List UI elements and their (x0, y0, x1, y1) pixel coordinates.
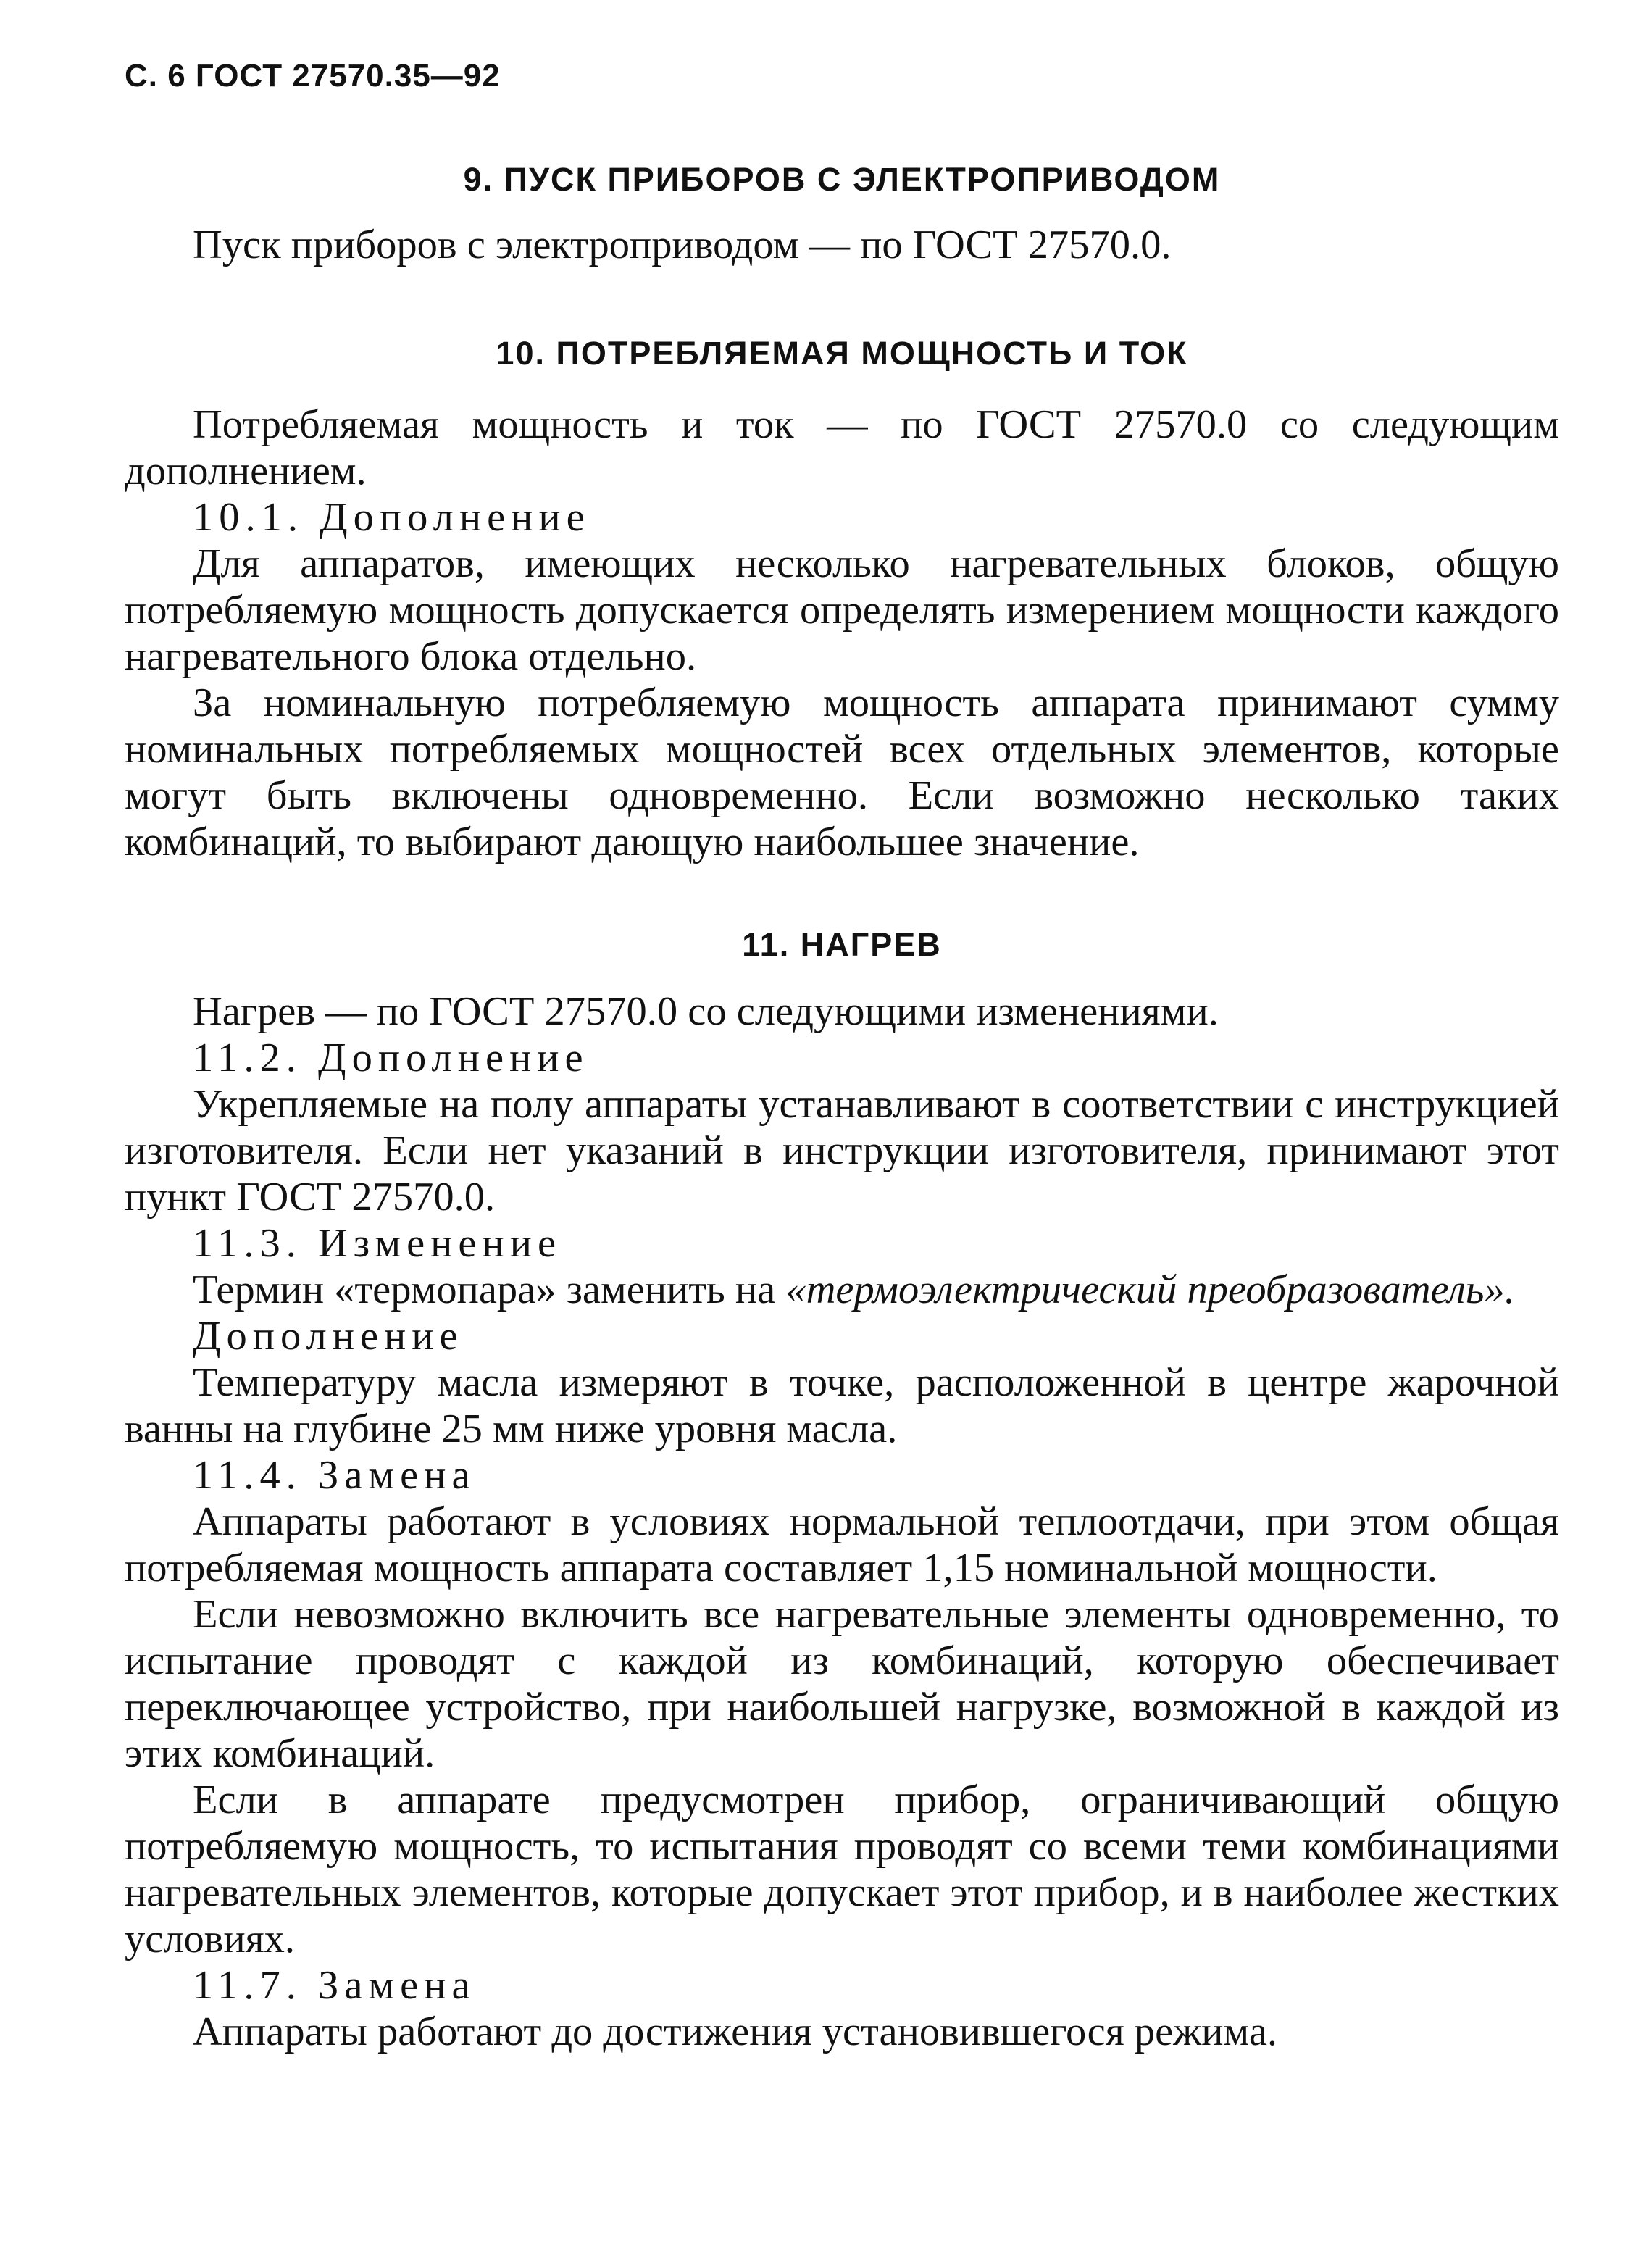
section-11-paragraph-3 (125, 1267, 1559, 1313)
addition-label: Дополнение (193, 1314, 464, 1359)
document-page (125, 58, 1559, 2055)
section-11-paragraph-8: Аппараты работают до достижения установившегося режима. (193, 2009, 1278, 2054)
section-11-paragraph-5: Аппараты работают в условиях нормальной теплоотдачи, при этом общая потребляемая мощность аппарата составляет 1,15 номинальной мощности. (125, 1499, 1559, 1590)
term-replacement-italic: «термоэлектрический преобразователь». (785, 1267, 1515, 1312)
section-11-paragraph-7: Если в аппарате предусмотрен прибор, ограничивающий общую потребляемую мощность, то испытания проводят со всеми теми комбинациями нагревательных элементов, которые допускает этот прибор, и в наиболее жестких условиях. (125, 1777, 1559, 1961)
running-head: С. 6 ГОСТ 27570.35—92 (125, 58, 501, 93)
section-11-paragraph-4: Температуру масла измеряют в точке, расположенной в центре жарочной ванны на глубине 25 мм ниже уровня масла. (125, 1360, 1559, 1451)
section-11-paragraph-1: Нагрев — по ГОСТ 27570.0 со следующими изменениями. (193, 989, 1219, 1034)
section-10-heading: 10. ПОТРЕБЛЯЕМАЯ МОЩНОСТЬ И ТОК (496, 335, 1188, 372)
section-9-paragraph: Пуск приборов с электроприводом — по ГОСТ 27570.0. (193, 222, 1172, 267)
clause-10-1-label: 10.1. Дополнение (193, 495, 590, 540)
clause-11-7-label: 11.7. Замена (193, 1963, 476, 2008)
section-11-paragraph-6: Если невозможно включить все нагревательные элементы одновременно, то испытание проводят с каждой из комбинаций, которую обеспечивает переключающее устройство, при наибольшей нагрузке, возможной в каждой из этих комбинаций. (125, 1592, 1559, 1776)
section-11-heading: 11. НАГРЕВ (742, 926, 942, 963)
section-11-paragraph-2: Укрепляемые на полу аппараты устанавливают в соответствии с инструкцией изготовителя. Если нет указаний в инструкции изготовителя, принимают этот пункт ГОСТ 27570.0. (125, 1082, 1559, 1220)
clause-11-3-label: 11.3. Изменение (193, 1221, 562, 1266)
section-9-heading: 9. ПУСК ПРИБОРОВ С ЭЛЕКТРОПРИВОДОМ (463, 161, 1221, 198)
term-replacement-text: Термин «термопара» заменить на (193, 1267, 786, 1312)
section-10-paragraph-3: За номинальную потребляемую мощность аппарата принимают сумму номинальных потребляемых мощностей всех отдельных элементов, которые могут быть включены одновременно. Если возможно несколько таких комбинаций, то выбирают дающую наибольшее значение. (125, 680, 1559, 864)
clause-11-4-label: 11.4. Замена (193, 1453, 476, 1498)
section-10-paragraph-1: Потребляемая мощность и ток — по ГОСТ 27570.0 со следующим дополнением. (125, 402, 1559, 493)
clause-11-2-label: 11.2. Дополнение (193, 1035, 589, 1080)
section-10-paragraph-2: Для аппаратов, имеющих несколько нагревательных блоков, общую потребляемую мощность допускается определять измерением мощности каждого нагревательного блока отдельно. (125, 541, 1559, 679)
